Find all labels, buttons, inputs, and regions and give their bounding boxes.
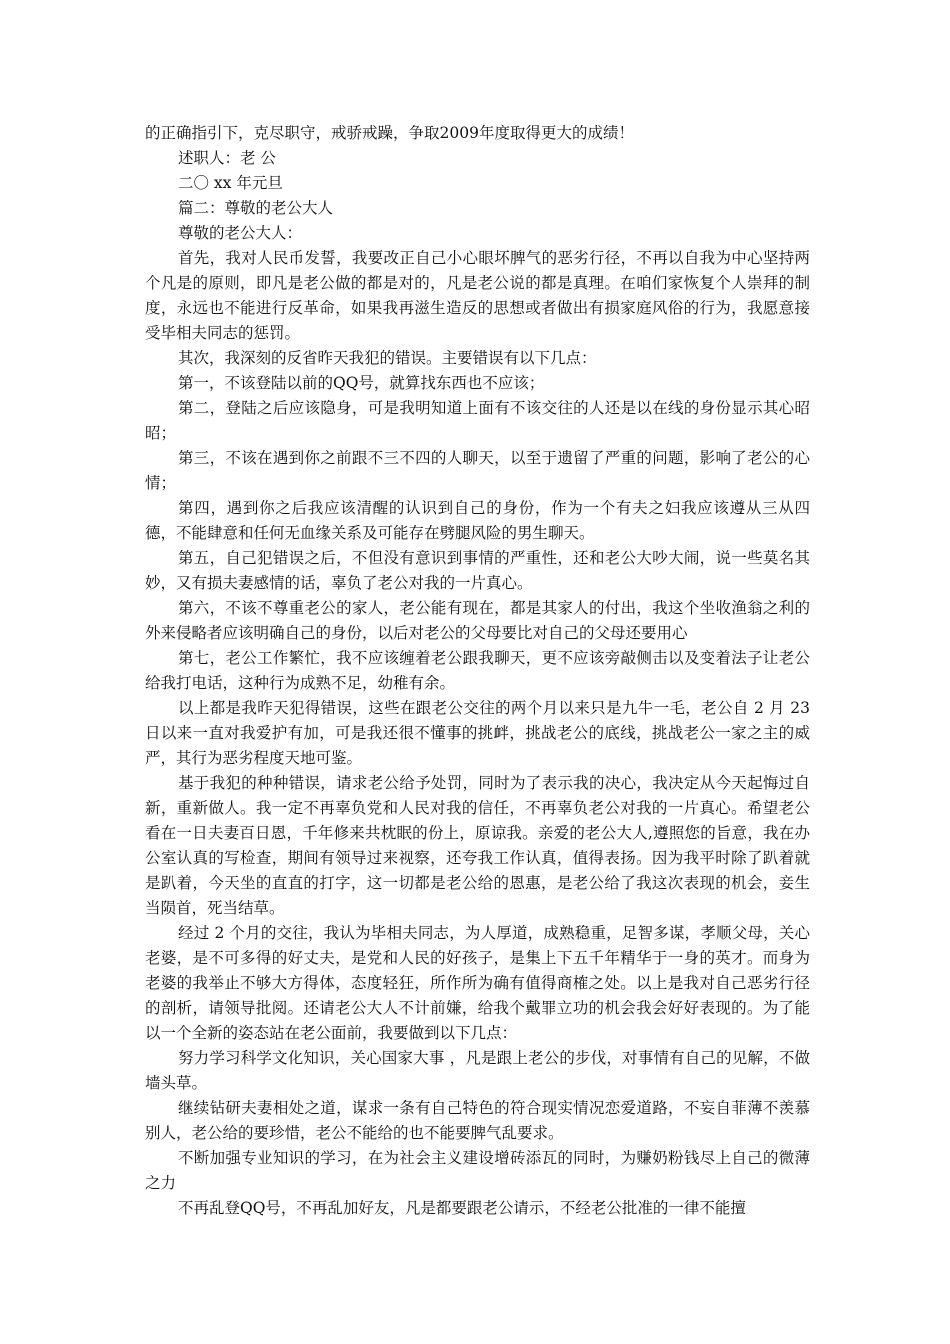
- paragraph: 基于我犯的种种错误，请求老公给予处罚，同时为了表示我的决心，我决定从今天起悔过自新，重新做人。我一定不再辜负党和人民对我的信任，不再辜负老公对我的一片真心。希望老公看在一日夫妻百日恩，千年修来共枕眠的份上，原谅我。亲爱的老公大人,遵照您的旨意，我在办公室认真的写检查，期间有领导过来视察，还夸我工作认真，值得表扬。因为我平时除了趴着就是趴着，今天坐的直直的打字，这一切都是老公给的恩惠，是老公给了我这次表现的机会，妾生当陨首，死当结草。: [145, 774, 810, 917]
- paragraph: 其次，我深刻的反省昨天我犯的错误。主要错误有以下几点：: [178, 349, 597, 367]
- paragraph: 努力学习科学文化知识，关心国家大事 ，凡是跟上老公的步伐，对事情有自己的见解，不做墙头草。: [145, 1049, 810, 1092]
- reporter-signature: 述职人：老 公: [178, 149, 276, 167]
- paragraph: 首先，我对人民币发誓，我要改正自己小心眼坏脾气的恶劣行径，不再以自我为中心坚持两个凡是的原则，即凡是老公做的都是对的，凡是老公说的都是真理。在咱们家恢复个人崇拜的制度，永远也不能进行反革命，如果我再滋生造反的思想或者做出有损家庭风俗的行为，我愿意接受毕相夫同志的惩罚。: [145, 249, 810, 342]
- paragraph-closing-line: 的正确指引下，克尽职守，戒骄戒躁，争取2009年度取得更大的成绩！: [145, 124, 634, 142]
- list-item-fourth: 第四，遇到你之后我应该清醒的认识到自己的身份，作为一个有夫之妇我应该遵从三从四德，不能肆意和任何无血缘关系及可能存在劈腿风险的男生聊天。: [145, 499, 810, 542]
- list-item-sixth: 第六，不该不尊重老公的家人，老公能有现在，都是其家人的付出，我这个坐收渔翁之利的外来侵略者应该明确自己的身份，以后对老公的父母要比对自己的父母还要用心: [145, 599, 810, 642]
- list-item-third: 第三，不该在遇到你之前跟不三不四的人聊天，以至于遗留了严重的问题，影响了老公的心情；: [145, 449, 810, 492]
- paragraph: 不再乱登QQ号，不再乱加好友，凡是都要跟老公请示，不经老公批准的一律不能擅: [178, 1199, 746, 1217]
- list-item-seventh: 第七，老公工作繁忙，我不应该缠着老公跟我聊天，更不应该旁敲侧击以及变着法子让老公给我打电话，这种行为成熟不足，幼稚有余。: [145, 649, 810, 692]
- list-item-second: 第二，登陆之后应该隐身，可是我明知道上面有不该交往的人还是以在线的身份显示其心昭昭；: [145, 399, 810, 442]
- paragraph: 继续钻研夫妻相处之道，谋求一条有自己特色的符合现实情况恋爱道路，不妄自菲薄不羡慕别人，老公给的要珍惜，老公不能给的也不能要脾气乱要求。: [145, 1099, 810, 1142]
- document-date: 二〇 xx 年元旦: [178, 174, 283, 192]
- document-body: [145, 121, 810, 1221]
- section-heading: 篇二：尊敬的老公大人: [178, 199, 334, 217]
- salutation: 尊敬的老公大人：: [178, 224, 303, 242]
- list-item-first: 第一，不该登陆以前的QQ号，就算找东西也不应该；: [178, 374, 545, 392]
- list-item-fifth: 第五，自己犯错误之后，不但没有意识到事情的严重性，还和老公大吵大闹，说一些莫名其妙，又有损夫妻感情的话，辜负了老公对我的一片真心。: [145, 549, 810, 592]
- paragraph: 不断加强专业知识的学习，在为社会主义建设增砖添瓦的同时，为赚奶粉钱尽上自己的微薄之力: [145, 1149, 810, 1192]
- paragraph: 经过 2 个月的交往，我认为毕相夫同志，为人厚道，成熟稳重，足智多谋，孝顺父母，关心老婆，是不可多得的好丈夫，是党和人民的好孩子，是集上下五千年精华于一身的英才。而身为老婆的我举止不够大方得体，态度轻狂，所作所为确有值得商榷之处。以上是我对自己恶劣行径的剖析，请领导批阅。还请老公大人不计前嫌，给我个戴罪立功的机会我会好好表现的。为了能以一个全新的姿态站在老公面前，我要做到以下几点：: [145, 924, 810, 1042]
- paragraph: 以上都是我昨天犯得错误，这些在跟老公交往的两个月以来只是九牛一毛，老公自 2 月 23 日以来一直对我爱护有加，可是我还很不懂事的挑衅，挑战老公的底线，挑战老公一家之主的威严，其行为恶劣程度天地可鉴。: [145, 699, 810, 767]
